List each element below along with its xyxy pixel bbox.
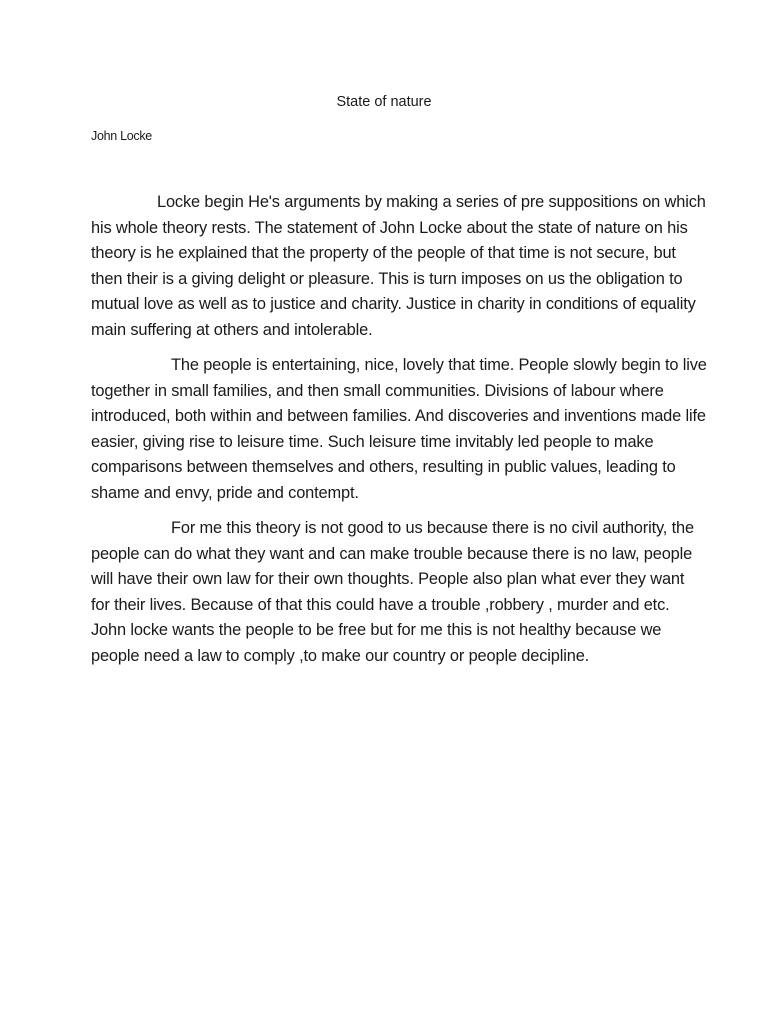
document-title: State of nature xyxy=(336,94,432,110)
paragraph-3: For me this theory is not good to us because there is no civil authority, the people can do what they want and can make trouble because there is no law, people will have their own law for their own thoughts. People also plan what ever they want for their lives. Because of that this could have a trouble ,robbery , murder and etc. John locke wants the people to be free but for me this is not healthy because we people need a law to comply ,to make our country or people decipline. xyxy=(91,519,694,665)
paragraph-2: The people is entertaining, nice, lovely that time. People slowly begin to live together in small families, and then small communities. Divisions of labour where introduced, both within and between families. And discoveries and inventions made life easier, giving rise to leisure time. Such leisure time invitably led people to make comparisons between themselves and others, resulting in public values, leading to shame and envy, pride and contempt. xyxy=(91,356,707,502)
document-author: John Locke xyxy=(91,129,152,143)
paragraph-1: Locke begin He's arguments by making a series of pre suppositions on which his whole theory rests. The statement of John Locke about the state of nature on his theory is he explained that the property of the people of that time is not secure, but then their is a giving delight or pleasure. This is turn imposes on us the obligation to mutual love as well as to justice and charity. Justice in charity in conditions of equality main suffering at others and intolerable. xyxy=(91,193,706,339)
document-body xyxy=(91,190,707,679)
